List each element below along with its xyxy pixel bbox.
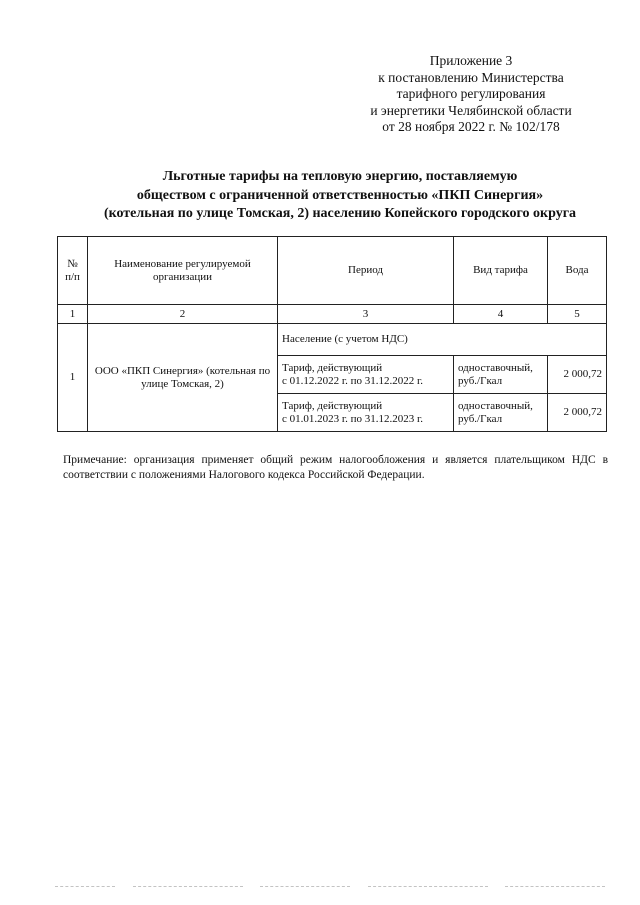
tariff-type-cell: одноставочный, руб./Гкал	[454, 394, 548, 432]
header-num: № п/п	[58, 237, 88, 305]
column-number: 4	[454, 305, 548, 324]
header-org: Наименование регулируемой организации	[88, 237, 278, 305]
water-value-cell: 2 000,72	[548, 356, 607, 394]
period-cell	[278, 394, 454, 432]
period-line: с 01.12.2022 г. по 31.12.2022 г.	[282, 374, 424, 387]
period-line: с 01.01.2023 г. по 31.12.2023 г.	[282, 412, 424, 425]
header-row	[58, 237, 607, 305]
header-water: Вода	[548, 237, 607, 305]
column-number: 2	[88, 305, 278, 324]
column-number-row	[58, 305, 607, 324]
period-cell	[278, 356, 454, 394]
row-num-cell: 1	[58, 324, 88, 432]
water-value-cell: 2 000,72	[548, 394, 607, 432]
title-line: обществом с ограниченной ответственностью «ПКП Синергия»	[136, 187, 544, 203]
title-line: Льготные тарифы на тепловую энергию, поставляемую	[162, 169, 518, 184]
header-period: Период	[278, 237, 454, 305]
appendix-line: от 28 ноября 2022 г. № 102/178	[382, 119, 560, 135]
title-line: (котельная по улице Томская, 2) населению Копейского городского округа	[103, 206, 577, 221]
period-line: Тариф, действующий	[282, 361, 383, 374]
document-title	[40, 168, 640, 224]
tariff-table	[57, 236, 607, 432]
appendix-block	[340, 53, 602, 136]
group-cell: Население (с учетом НДС)	[278, 324, 607, 356]
column-number: 5	[548, 305, 607, 324]
appendix-line: и энергетики Челябинской области	[370, 102, 572, 118]
table-row	[58, 324, 607, 356]
appendix-line: к постановлению Министерства	[378, 69, 564, 85]
org-name-cell: ООО «ПКП Синергия» (котельная по улице Томская, 2)	[88, 324, 278, 432]
column-number: 3	[278, 305, 454, 324]
appendix-line: тарифного регулирования	[396, 86, 546, 102]
appendix-line: Приложение 3	[429, 53, 513, 68]
scan-artifact-divider	[55, 886, 605, 890]
tariff-type-cell: одноставочный, руб./Гкал	[454, 356, 548, 394]
column-number: 1	[58, 305, 88, 324]
footnote: Примечание: организация применяет общий режим налогообложения и является плательщиком НДС в соответствии с положениями Налогового кодекса Российской Федерации.	[63, 454, 608, 481]
header-type: Вид тарифа	[454, 237, 548, 305]
period-line: Тариф, действующий	[282, 399, 383, 412]
